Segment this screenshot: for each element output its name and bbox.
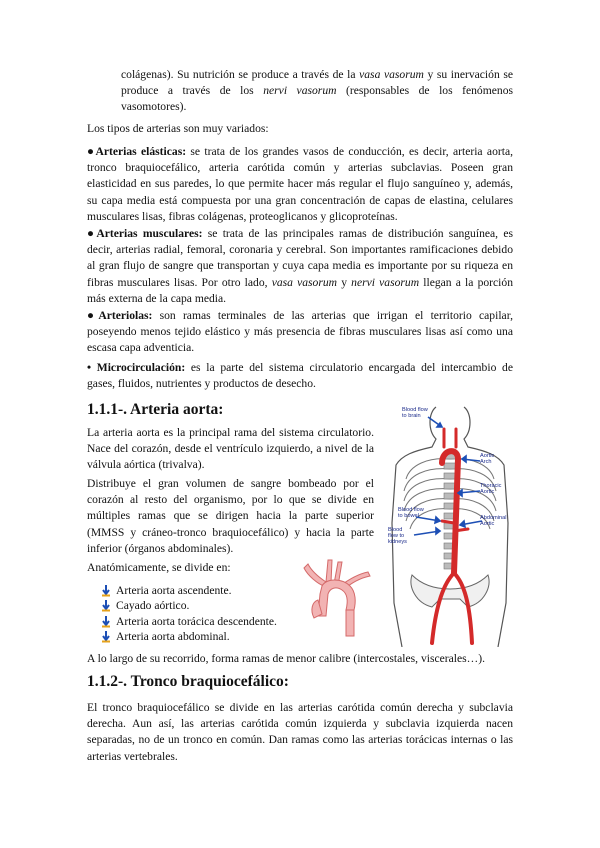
label-thoracic-aortic: Thoracic Aortic bbox=[480, 483, 502, 495]
intro-continuation: colágenas). Su nutrición se produce a través de la vasa vasorum y su inervación se produce a través de los nervi vasorum (responsables de los fenómenos vasomotores). bbox=[121, 68, 514, 114]
label-blood-flow-kidneys: Blood flow to kidneys bbox=[388, 527, 407, 545]
label-blood-flow-brain: Blood flow to brain bbox=[402, 407, 428, 419]
section-title-aorta: 1.1.1-. Arteria aorta: bbox=[87, 401, 224, 418]
list-item: Arteria aorta abdominal. bbox=[100, 629, 277, 644]
types-intro: Los tipos de arterias son muy variados: bbox=[87, 122, 269, 135]
arrow-bullet-icon bbox=[100, 585, 112, 597]
section-title-tronco: 1.1.2-. Tronco braquiocefálico: bbox=[87, 673, 289, 690]
microcirculacion-paragraph: • Microcirculación: es la parte del sistema circulatorio encargada del intercambio de gases, fluidos, nutrientes y productos de desecho. bbox=[87, 361, 514, 391]
aorta-body-diagram bbox=[388, 403, 512, 647]
tronco-paragraph: El tronco braquiocefálico se divide en las arterias carótida común derecha y subclavia derecha. Aun así, las arterias carótida común izquierda y subclavia izquierda nacen separadas, no de un tronco en común. Dan ramas como las arterias torácicas internas o las arterias vertebrales. bbox=[87, 701, 513, 763]
musculares-paragraph: ●Arterias musculares: se trata de las principales ramas de distribución sanguínea, es decir, arterias radial, femoral, coronaria y cerebral. Son importantes ramificaciones debido al gran flujo de sangre que transportan y cuya capa media es importante por su riqueza en fibras musculares lisas. Por otro lado, vasa vasorum y nervi vasorum llegan a la porción más externa de la capa media. bbox=[87, 227, 514, 305]
list-item: Arteria aorta ascendente. bbox=[100, 583, 277, 598]
label-blood-flow-bowel: Blood flow to bowel bbox=[398, 507, 424, 519]
aorta-paragraph-4: A lo largo de su recorrido, forma ramas de menor calibre (intercostales, viscerales…). bbox=[87, 652, 486, 665]
aorta-parts-list bbox=[100, 583, 277, 645]
arrow-bullet-icon bbox=[100, 631, 112, 643]
arrow-bullet-icon bbox=[100, 600, 112, 612]
label-aortic-arch: Aortic Arch bbox=[480, 453, 495, 465]
aortic-arch-illustration bbox=[296, 556, 386, 640]
list-item: Arteria aorta torácica descendente. bbox=[100, 614, 277, 629]
aorta-paragraph-1: La arteria aorta es la principal rama del sistema circulatorio. Nace del corazón, desde el ventrículo izquierdo, a nivel de la válvula aórtica (trivalva). bbox=[87, 426, 374, 472]
aorta-paragraph-3: Anatómicamente, se divide en: bbox=[87, 561, 231, 574]
arrow-bullet-icon bbox=[100, 616, 112, 628]
arteriolas-paragraph: ●Arteriolas: son ramas terminales de las arterias que irrigan el territorio capilar, poseyendo menos tejido elástico y más presencia de fibras musculares lisas así como una escasa capa adventicia. bbox=[87, 309, 513, 355]
aorta-paragraph-2: Distribuye el gran volumen de sangre bombeado por el corazón al resto del organismo, por lo que se divide en múltiples ramas que se dirigen hacia la parte superior (MMSS y cráneo-tronco braquiocefálico) y hacia la parte inferior (órganos abdominales). bbox=[87, 477, 374, 555]
elasticas-paragraph: ●Arterias elásticas: se trata de los grandes vasos de conducción, es decir, arteria aorta, tronco braquiocefálico, arteria carótida común y arterias subclavias. Poseen gran elasticidad en sus paredes, lo que permite hacer más regular el flujo sanguíneo y, además, su capa media está compuesta por una gran concentración de capas de elastina, celulares musculares lisas, fibras colágenas, proteoglicanos y glicoproteínas. bbox=[87, 145, 513, 223]
label-abdominal-aortic: Abdominal Aortic bbox=[480, 515, 507, 527]
list-item: Cayado aórtico. bbox=[100, 598, 277, 613]
